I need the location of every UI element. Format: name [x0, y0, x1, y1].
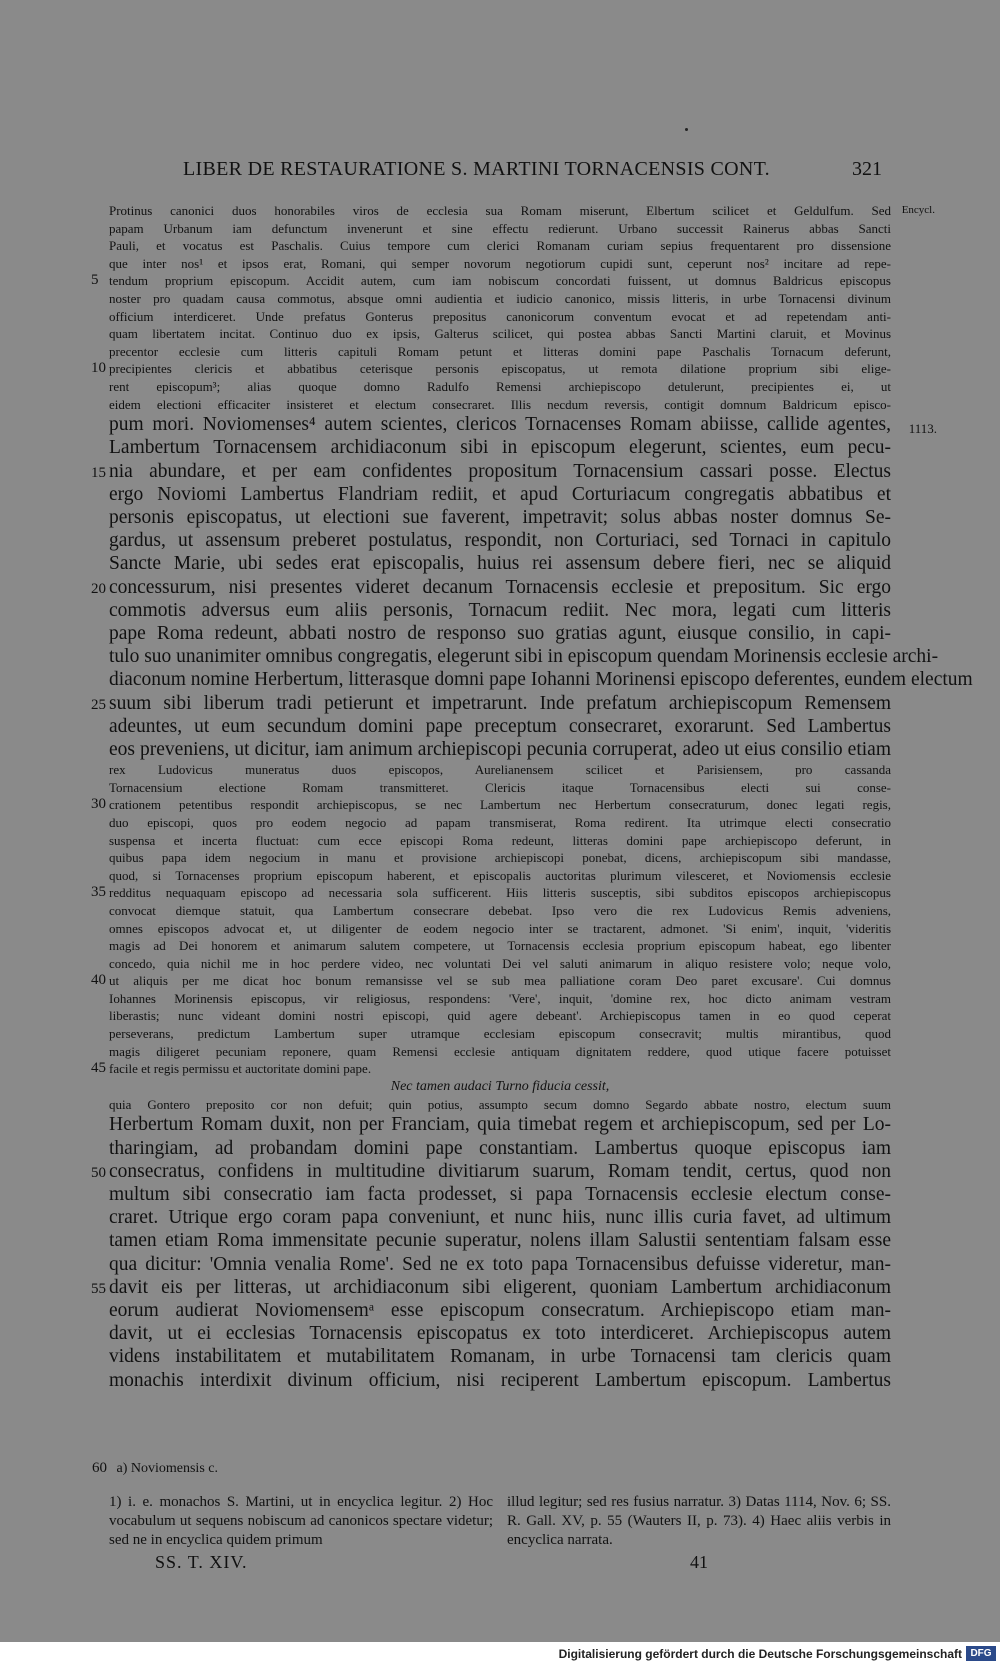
- text-line: [109, 902, 891, 920]
- line-text: davit eis per litteras, ut archidiaconum sibi eligerent, quoniam Lambertum archidiaconum: [109, 1276, 891, 1298]
- text-line: [109, 867, 891, 885]
- text-line: [109, 1369, 891, 1392]
- line-text: pape Roma redeunt, abbati nostro de responso suo gratias agunt, eiusque consilio, in capi-: [109, 622, 891, 644]
- text-line: [109, 849, 891, 867]
- text-line: [109, 202, 935, 220]
- text-line: [91, 1276, 891, 1299]
- text-line: [109, 413, 937, 437]
- main-text: [91, 202, 973, 1392]
- line-text: monachis interdixit divinum officium, nisi reciperent Lambertum episcopum. Lambertus: [109, 1369, 891, 1391]
- text-line: [91, 1160, 891, 1183]
- line-text: davit, ut ei ecclesias Tornacensis episcopatus ex toto interdiceret. Archiepiscopus autem: [109, 1323, 891, 1345]
- line-text: papam Urbanum iam defunctum invenerunt et sine effectu redierunt. Urbano successit Rainerus abbas Sancti: [109, 220, 891, 236]
- line-text: personis episcopatus, ut electioni sue faverent, impetravit; solus abbas noster domnus Se-: [109, 506, 891, 528]
- text-line: [109, 255, 891, 273]
- footnotes-right: [507, 1493, 891, 1550]
- text-line: [109, 761, 891, 779]
- line-number: 50: [91, 1164, 106, 1181]
- text-line: [109, 290, 891, 308]
- line-text: ergo Noviomi Lambertus Flandriam rediit, et apud Corturiacum congregatis abbatibus et: [109, 483, 891, 505]
- text-line: [109, 1025, 891, 1043]
- text-line: [109, 1299, 891, 1322]
- footnotes-left: [109, 1493, 493, 1550]
- margin-note: Encycl.: [901, 204, 935, 216]
- line-text: Lambertum Tornacensem archidiaconum sibi in episcopum elegerunt, scientes, eum pecu-: [109, 437, 891, 459]
- text-line: [91, 796, 891, 814]
- line-text: tulo suo unanimiter omnibus congregatis, elegerunt sibi in episcopum quendam Morinensis ecclesie archi-: [109, 646, 939, 668]
- line-text: crationem petentibus respondit archiepiscopus, se nec Lambertum nec Herbertum consecraturum, donec legati regis,: [109, 797, 891, 813]
- text-line: [109, 436, 891, 459]
- text-block-2: [91, 1096, 891, 1392]
- text-line: [109, 1137, 891, 1160]
- text-line: [91, 1060, 891, 1078]
- text-line: [91, 972, 891, 990]
- text-line: [109, 814, 891, 832]
- line-text: gardus, ut assensum preberet postulatus, respondit, non Corturiaci, sed Tornaci in capitulo: [109, 530, 891, 552]
- line-text: pum mori. Noviomenses⁴ autem scientes, clericos Tornacenses Romam abiisse, callide agentes,: [109, 414, 891, 436]
- line-text: consecratus, confidens in multitudine divitiarum suarum, Romam tendit, certus, quod non: [109, 1160, 891, 1182]
- line-text: quam libertatem incitat. Continuo duo ex ipsis, Galterus scilicet, qui postea abbas Sancti Martini claruit, et Movinus: [109, 326, 891, 342]
- text-line: [109, 1183, 891, 1206]
- line-text: commotis adversus eum aliis personis, Tornacum rediit. Nec mora, legati cum litteris: [109, 599, 891, 621]
- speck: [685, 128, 688, 131]
- line-text: duo episcopi, quos pro eodem negocio ad papam transmiserat, Roma redirent. Ita utrimque electi consecratio: [109, 814, 891, 830]
- line-text: rex Ludovicus muneratus duos episcopos, Aurelianensem scilicet et Parisiensem, pro cassanda: [109, 762, 891, 778]
- text-line: [109, 483, 891, 506]
- line-text: precentor ecclesie cum litteris capituli Romam petunt et litteras domini pape Paschalis Tornacum deferunt,: [109, 343, 891, 359]
- line-text: eos preveniens, ut dicitur, iam animum archiepiscopi pecunia corruperat, adeo ut eius consilio etiam: [109, 738, 891, 760]
- funding-note: Digitalisierung gefördert durch die Deutsche Forschungsgemeinschaft: [558, 1647, 962, 1661]
- line-text: Pauli, et vocatus est Paschalis. Cuius tempore cum clerici Romanam curiam sepius frequentarent pro dissensione: [109, 238, 891, 254]
- dfg-logo: DFG: [966, 1646, 996, 1661]
- text-line: [109, 396, 891, 414]
- text-line: [109, 1229, 891, 1252]
- line-text: adeuntes, ut eum secundum domini pape preceptum consecraret, exorarunt. Sed Lambertus: [109, 715, 891, 737]
- text-line: [91, 272, 891, 290]
- text-line: [109, 378, 891, 396]
- line-number: 40: [91, 972, 106, 989]
- line-text: Herbertum Romam duxit, non per Franciam, quia timebat regem et archiepiscopum, sed per Lo-: [109, 1114, 891, 1136]
- line-text: Sancte Marie, ubi sedes erat episcopalis, huius rei assensum debere fieri, nec se aliquid: [109, 553, 891, 575]
- text-line: [91, 460, 891, 483]
- line-text: Protinus canonici duos honorabiles viros de ecclesia sua Romam miserunt, Elbertum scilicet et Geldulfum. Sed: [109, 203, 891, 218]
- text-line: [109, 738, 891, 761]
- line-text: officium interdiceret. Unde prefatus Gonterus prepositus canonicorum conventum evocat et ad repetendam anti-: [109, 308, 891, 324]
- text-line: [91, 576, 891, 599]
- line-text: Tornacensium electione Romam transmitteret. Clericis itaque Tornacensibus electi sui conse-: [109, 779, 891, 795]
- text-line: [109, 1322, 891, 1345]
- line-number: 15: [91, 464, 106, 481]
- line-text: suum sibi liberum tradi petierunt et impetrarunt. Inde prefatum archiepiscopum Remensem: [109, 692, 891, 714]
- signature-mark: SS. T. XIV.: [155, 1552, 248, 1572]
- line-text: liberastis; nunc videant domini nostri episcopi, quid agere debeant'. Archiepiscopus tamen in eo quod ceperat: [109, 1008, 891, 1024]
- line-text: magis diligeret pecuniam reponere, quam Remensi ecclesie antiquam dignitatem reddere, quod utique facere potuisset: [109, 1043, 891, 1059]
- line-text: facile et regis permissu et auctoritate domini pape.: [109, 1061, 372, 1077]
- line-text: nia abundare, et per eam confidentes propositum Tornacensium cassari posse. Electus: [109, 460, 891, 482]
- text-line: [91, 692, 891, 715]
- text-line: [109, 937, 891, 955]
- line-text: magis ad Dei honorem et animarum salutem competere, ut Tornacensis ecclesia proprium episcopum habeat, ego libenter: [109, 938, 891, 954]
- line-text: concedo, quia nichil me in hoc perdere video, nec voluntati Dei vel saluti animarum in aliquo resistere volo; neque volo,: [109, 955, 891, 971]
- text-line: [109, 668, 973, 691]
- line-text: que inter nos¹ et ipsos erat, Romani, qui semper novorum negotiorum cupidi sunt, ceperunt nos² incitare ad repe-: [109, 255, 891, 271]
- running-head: LIBER DE RESTAURATIONE S. MARTINI TORNACENSIS CONT.: [183, 158, 770, 180]
- text-line: [91, 884, 891, 902]
- line-text: redditus nequaquam episcopo ad necessaria sola sufficerent. Hiis litteris susceptis, sibi subditos episcopos archiepiscopus: [109, 885, 891, 901]
- text-line: [109, 237, 891, 255]
- text-line: [109, 220, 891, 238]
- line-number: 20: [91, 580, 106, 597]
- text-line: [109, 832, 891, 850]
- line-number: 55: [91, 1280, 106, 1297]
- text-line: [109, 1043, 891, 1061]
- line-text: diaconum nomine Herbertum, litterasque domni pape Iohanni Morinensi episcopo deferentes, eundem electum: [109, 669, 973, 691]
- page-number: 321: [852, 158, 882, 180]
- line-text: precipientes clericis et abbatibus ceterisque personis episcopatus, ut remota dilatione proprium sibi elige-: [109, 361, 891, 377]
- text-line: [109, 779, 891, 797]
- footnote-text: illud legitur; sed res fusius narratur. 3) Datas 1114, Nov. 6; SS. R. Gall. XV, p. 55 (Wauters II, p. 73). 4) Haec aliis verbis in encyclica narrata.: [507, 1494, 891, 1548]
- line-text: quibus papa idem negocium in manu et provisione archiepiscopi ponebat, dicens, archiepiscopum sibi mandasse,: [109, 850, 891, 866]
- text-line: [91, 360, 891, 378]
- text-line: [109, 343, 891, 361]
- line-number: 35: [91, 884, 106, 901]
- line-text: videns instabilitatem et mutabilitatem Romanam, in urbe Tornacensi tam clericis quam: [109, 1346, 891, 1368]
- text-line: [109, 1206, 891, 1229]
- line-text: qua dicitur: 'Omnia venalia Rome'. Sed ne ex toto papa Tornacensibus defuisse videretur, man-: [109, 1253, 891, 1275]
- line-text: tamen etiam Roma immensitate pecunie superatur, nolens illam Salustii sententiam falsam esse: [109, 1230, 891, 1252]
- text-line: [109, 529, 891, 552]
- text-line: [109, 955, 891, 973]
- footnote-text: 1) i. e. monachos S. Martini, ut in encyclica legitur. 2) Hoc vocabulum ut sequens nobiscum ad canonicos spectare videtur; sed ne in encyclica quidem primum: [109, 1494, 493, 1548]
- text-line: [109, 645, 939, 668]
- line-text: suspensa et incerta fluctuat: cum ecce episcopi Roma redeunt, litteras domini pape archiepiscopo deferunt, in: [109, 832, 891, 848]
- text-line: [109, 325, 891, 343]
- line-text: multum sibi consecratio iam facta prodesset, si papa Tornacensis ecclesie electum conse-: [109, 1184, 891, 1206]
- line-number: 60: [92, 1460, 107, 1476]
- footer-bar: [0, 1642, 1000, 1664]
- line-text: quia Gontero preposito cor non defuit; quin potius, assumpto secum domno Segardo abbate nostro, electum suum: [109, 1096, 891, 1112]
- critical-apparatus: [92, 1460, 892, 1477]
- line-text: eidem electioni efficaciter insisteret et electum consecraret. Illis necdum reversis, contigit domnum Baldricum episco-: [109, 396, 891, 412]
- line-text: rent episcopum³; alias quoque domno Radulfo Remensi archiepiscopo detulerunt, precipientes ei, ut: [109, 378, 891, 394]
- text-line: [109, 920, 891, 938]
- text-block-1: [91, 202, 973, 1078]
- line-text: noster pro quadam causa commotus, absque omni audientia et iudicio canonico, missis litteris, in urbe Tornacensi divinum: [109, 290, 891, 306]
- line-text: quod, si Tornacenses proprium episcopum haberent, et episcopalis auctoritas plurimum vilesceret, et Noviomensis ecclesie: [109, 867, 891, 883]
- line-text: ut aliquis per me dicat hoc bonum remansisse vel se sub mea palliatione coram Deo paret excusare'. Cui domnus: [109, 973, 891, 989]
- text-line: [109, 506, 891, 529]
- text-line: [109, 1345, 891, 1368]
- line-number: 10: [91, 360, 106, 377]
- line-number: 25: [91, 696, 106, 713]
- text-line: [109, 990, 891, 1008]
- text-line: [109, 1253, 891, 1276]
- text-line: [109, 308, 891, 326]
- line-text: perseverans, predictum Lambertum super utramque ecclesiam episcopum consecravit; multis mirantibus, quod: [109, 1026, 891, 1042]
- text-line: [109, 622, 891, 645]
- footnotes: [109, 1493, 891, 1550]
- sheet-number: 41: [690, 1552, 708, 1572]
- text-line: [109, 599, 891, 622]
- text-line: [109, 1113, 891, 1136]
- line-text: eorum audierat Noviomensemᵃ esse episcopum consecratum. Archiepiscopo etiam man-: [109, 1300, 891, 1322]
- line-number: 45: [91, 1060, 106, 1077]
- margin-note: 1113.: [908, 421, 937, 437]
- text-line: [109, 552, 891, 575]
- text-line: [109, 715, 891, 738]
- text-line: [109, 1007, 891, 1025]
- line-text: concessurum, nisi presentes videret decanum Tornacensis ecclesie et prepositum. Sic ergo: [109, 576, 891, 598]
- line-number: 5: [91, 272, 99, 289]
- line-text: Iohannes Morinensis episcopus, vir religiosus, respondens: 'Vere', inquit, 'domine rex, hoc dicto animam vestram: [109, 990, 891, 1006]
- verse-quotation: Nec tamen audaci Turno fiducia cessit,: [390, 1078, 610, 1094]
- line-text: tendum proprium episcopum. Accidit autem, cum iam nobiscum concordati fuissent, ut domnus Baldricus episcopus: [109, 273, 891, 289]
- line-text: craret. Utrique ergo coram papa conveniunt, et nunc hiis, nunc illis curia favet, ad ultimum: [109, 1207, 891, 1229]
- line-text: omnes episcopos advocat et, ut diligenter de eodem negocio inter se tractarent, admonet. 'Si enim', inquit, 'videritis: [109, 920, 891, 936]
- line-text: tharingiam, ad probandam domini pape constantiam. Lambertus quoque episcopus iam: [109, 1137, 891, 1159]
- line-number: 30: [91, 796, 106, 813]
- text-line: [109, 1096, 891, 1114]
- apparatus-note: a) Noviomensis c.: [116, 1461, 218, 1476]
- line-text: convocat diemque statuit, qua Lambertum consecrare debebat. Ipso vero die rex Ludovicus Remis adveniens,: [109, 902, 891, 918]
